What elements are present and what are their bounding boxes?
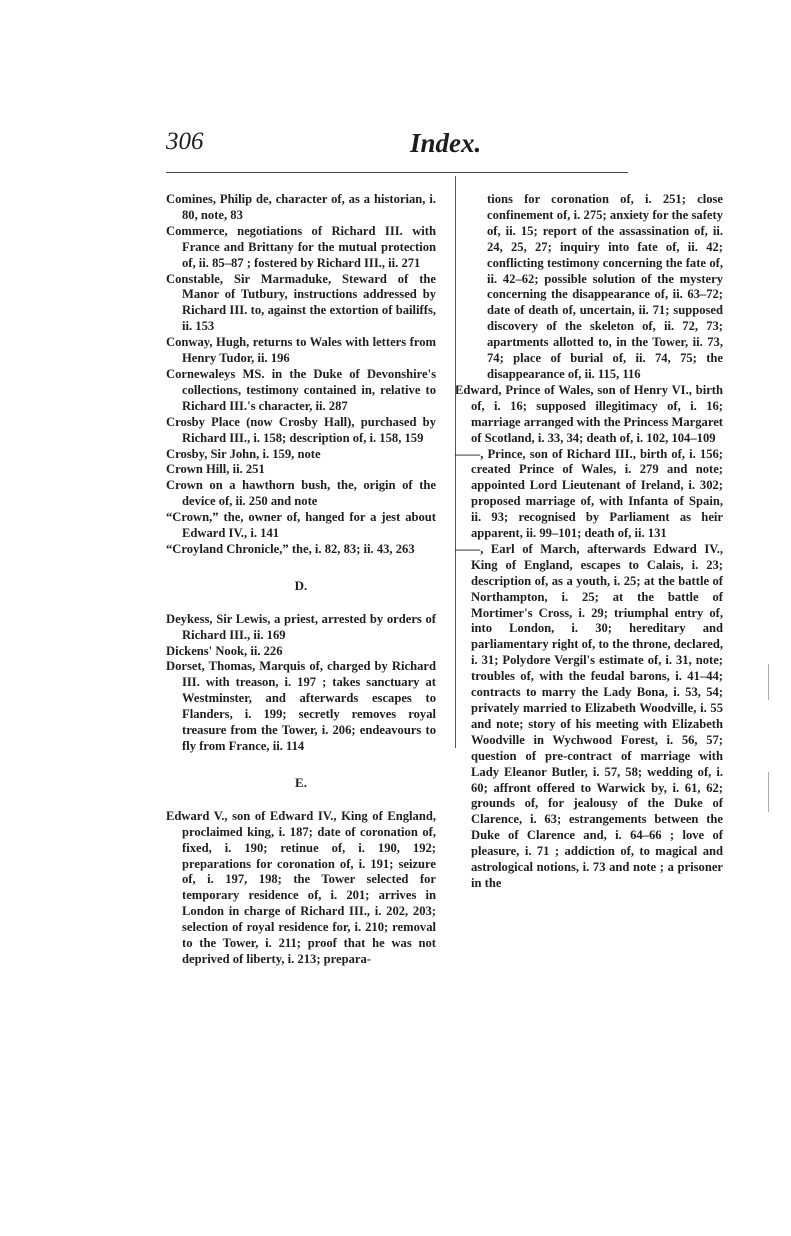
section-heading-e: E. — [295, 774, 307, 790]
index-entry: Edward, Prince of Wales, son of Henry VI., birth of, i. 16; supposed illegitimacy of, i. 16; marriage arranged with the Princess Margaret of Scotland, i. 33, 34; death of, i. 102, 104–109 — [455, 382, 723, 445]
index-entry: Crosby Place (now Crosby Hall), purchased by Richard III., i. 158; description of, i. 158, 159 — [166, 414, 436, 445]
header-rule — [166, 172, 628, 173]
left-column — [166, 192, 436, 968]
page-header — [166, 128, 626, 168]
index-entry-continuation: tions for coronation of, i. 251; close confinement of, i. 275; anxiety for the safety of, ii. 15; report of the assassination of, ii. 24, 25, 27; inquiry into fate of, ii. 42; conflicting testimony concerning the fate of, ii. 42–62; possible solution of the mystery concerning the disappearance of, ii. 63–72; date of death of, uncertain, ii. 71; supposed discovery of the skeleton of, ii. 72, 73; apartments allotted to, in the Tower, ii. 73, 74; place of burial of, ii. 74, 75; the disappearance of, ii. 115, 116 — [487, 192, 723, 381]
index-entry: Cornewaleys MS. in the Duke of Devonshire's collections, testimony contained in, relative to Richard III.'s character, ii. 287 — [166, 366, 436, 413]
index-entry: “Crown,” the, owner of, hanged for a jest about Edward IV., i. 141 — [166, 510, 436, 541]
index-entry: Deykess, Sir Lewis, a priest, arrested by orders of Richard III., ii. 169 — [166, 611, 436, 642]
index-entry: Comines, Philip de, character of, as a historian, i. 80, note, 83 — [166, 192, 436, 222]
index-entry: “Croyland Chronicle,” the, i. 82, 83; ii. 43, 263 — [166, 541, 415, 556]
index-entry: Constable, Sir Marmaduke, Steward of the Manor of Tutbury, instructions addressed by Richard III. to, against the extortion of bailiffs, ii. 153 — [166, 271, 436, 334]
index-entry: Dickens' Nook, ii. 226 — [166, 643, 283, 658]
section-heading-d: D. — [294, 577, 308, 593]
right-column — [455, 192, 723, 892]
page-number: 306 — [166, 128, 204, 155]
index-entry: Crosby, Sir John, i. 159, note — [166, 446, 321, 461]
index-entry: Commerce, negotiations of Richard III. with France and Brittany for the mutual protection of, ii. 85–87 ; fostered by Richard III., ii. 271 — [166, 223, 436, 270]
index-entry: Crown Hill, ii. 251 — [166, 462, 265, 477]
running-title: Index. — [410, 128, 482, 158]
margin-mark — [768, 664, 769, 700]
index-entry: Edward V., son of Edward IV., King of England, proclaimed king, i. 187; date of coronation of, fixed, i. 190; retinue of, i. 190, 192; preparations for coronation of, i. 191; seizure of, i. 197, 198; the Tower selected for temporary residence of, i. 201; arrives in London in charge of Richard III., i. 202, 203; selection of royal residence for, i. 210; removal to the Tower, i. 211; proof that he was not deprived of liberty, i. 213; prepara- — [166, 808, 436, 966]
margin-mark — [768, 772, 769, 812]
index-entry: ——, Prince, son of Richard III., birth of, i. 156; created Prince of Wales, i. 279 and note; appointed Lord Lieutenant of Ireland, i. 302; proposed marriage of, with Infanta of Spain, ii. 93; recognised by Parliament as heir apparent, ii. 99–101; death of, ii. 131 — [455, 446, 723, 541]
index-entry: Conway, Hugh, returns to Wales with letters from Henry Tudor, ii. 196 — [166, 335, 436, 366]
index-entry: ——, Earl of March, afterwards Edward IV., King of England, escapes to Calais, i. 23; description of, as a youth, i. 25; at the battle of Northampton, i. 25; at the battle of Mortimer's Cross, i. 29; triumphal entry of, into London, i. 30; hereditary and parliamentary right of, to the throne, declared, i. 31; Polydore Vergil's estimate of, i. 31, note; troubles of, with the feudal barons, i. 41–44; contracts to marry the Lady Bona, i. 53, 54; privately married to Elizabeth Woodville, i. 55 and note; story of his meeting with Elizabeth Woodville in Wychwood Forest, i. 56, 57; question of pre-contract of marriage with Lady Eleanor Butler, i. 57, 58; wedding of, i. 60; affront offered to Warwick by, i. 61, 62; grounds of, for jealousy of the Duke of Clarence, i. 63; estrangements between the Duke of Clarence and, i. 64–66 ; love of pleasure, i. 71 ; addiction of, to magical and astrological notions, i. 73 and note ; a prisoner in the — [455, 541, 723, 890]
index-entry: Crown on a hawthorn bush, the, origin of the device of, ii. 250 and note — [166, 478, 436, 509]
index-entry: Dorset, Thomas, Marquis of, charged by Richard III. with treason, i. 197 ; takes sanctuary at Westminster, and afterwards escapes to Flanders, i. 199; secretly removes royal treasure from the Tower, i. 206; endeavours to fly from France, ii. 114 — [166, 659, 436, 753]
